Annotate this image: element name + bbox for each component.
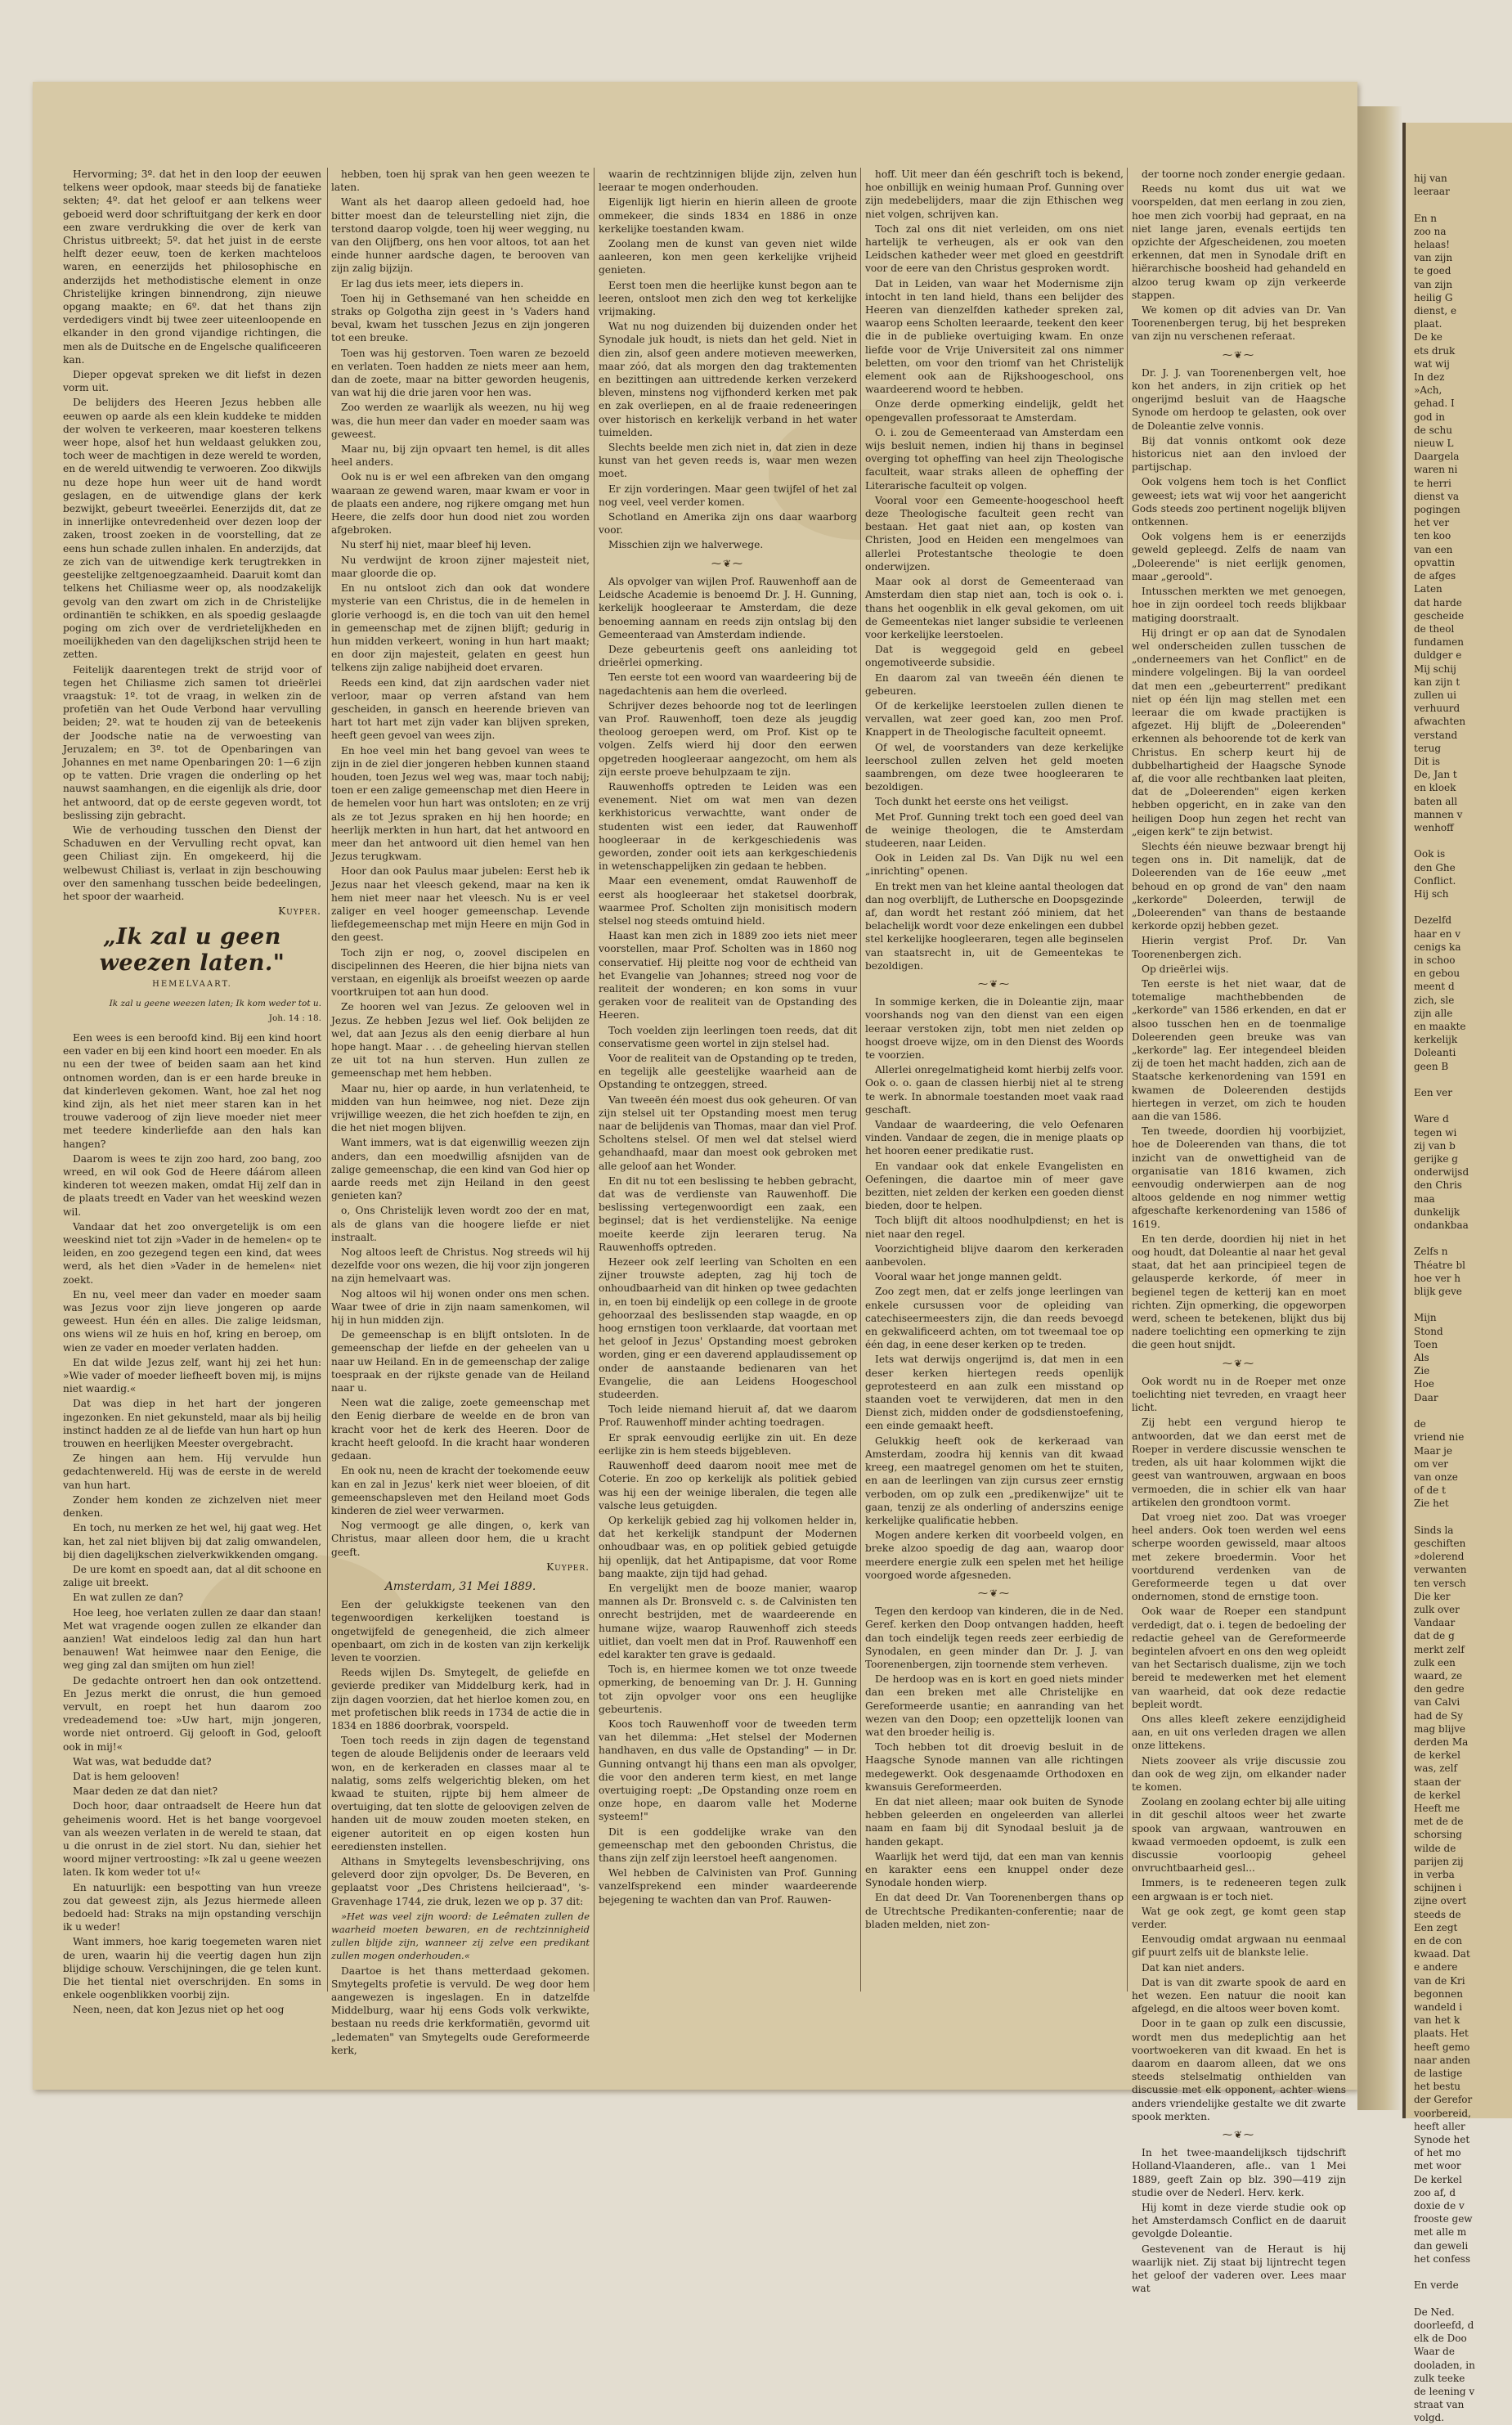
paragraph: Want als het daarop alleen gedoeld had, hoe bitter moest dan de teleurstelling niet zijn, die terstond daarop volgde, toen hij weer wegging, nu van den Olijfberg, ons hen voor altoos, tot aan het einde hunner aardsche dagen, te berooven van zijn zalig bijzijn.	[331, 196, 590, 275]
paragraph: Maar een evenement, omdat Rauwenhoff de eerst als hoogleeraar het staketsel doorbrak, waarmee Prof. Scholten zijn monisitisch modern stelsel nog steeds omtuind hield.	[599, 875, 857, 927]
paragraph: En hoe veel min het bang gevoel van wees te zijn in de ziel dier jongeren hebben kunnen staand houden, toen Jezus wel weg was, maar toch nabij; toen er een zalige gemeenschap met dien Heere in de hemelen voor hun hart was ontsloten; en ze vrij als ze tot Jezus spraken en hij hen hoorde; en heerlijk merkten in hun hart, dat het antwoord en meer dan het antwoord uit dien hemel van hen Jezus terugkwam.	[331, 744, 590, 863]
paragraph: Reeds nu komt dus uit wat we voorspelden, dat men eerlang in zou zien, hoe men zich voorbij had gepraat, en na niet lange jaren, evenals eertijds ten opzichte der Afgescheidenen, zou moeten erkennen, dat men in Synodale drift en hiërarchische boosheid had gehandeld en alzoo terug kwam op zijn verkeerde stappen.	[1132, 183, 1346, 301]
column-2	[331, 168, 590, 2056]
paragraph: Maar deden ze dat dan niet?	[73, 1785, 218, 1798]
paragraph: Hierin vergist Prof. Dr. Van Toorenenbergen zich.	[1132, 935, 1346, 960]
adjacent-page-text: hij van leeraar En n zoo na helaas! van zijn te goed van zijn heilig G dienst, e plaat. De ke ets druk wat wij In dez »Ach, gehad. I god in de schu nieuw L Daargela waren ni te herri dienst va pogingen het ver ten koo van een opvattin de afges Laten dat harde gescheide de theol fundamen duldger e Mij schij kan zijn t zullen ui verhuurd afwachten verstand terug Dit is De, Jan t en kloek baten all mannen v wenhoff Ook is den Ghe Conflict. Hij sch Dezelfd haar en v cenigs ka in schoo en gebou meent d zich, sle zijn alle en maakte kerkelijk Doleanti geen B Een ver Ware d tegen wi zij van b gerijke g onderwijsd den Chris maa dunkelijk ondankbaa Zelfs n Théatre bl hoe ver h blijk geve Mijn Stond Toen Als Zie Hoe Daar de vriend nie Maar je om ver van onze of de t Zie het Sinds la geschiften »dolerend verwanten ten versch Die ker zulk over Vandaar dat de g merkt zelf zulk een waard, ze den gedre van Calvi had de Sy mag blijve derden Ma de kerkel was, zelf staan der de kerkel Heeft me met de de schorsing wilde de parijen zij in verba schijnen i zijne overt steeds de Een zegt en de con kwaad. Dat e andere van de Kri begonnen wandeld i van het k plaats. Het heeft gemo naar anden de lastige het bestu der Gerefor voorbereid, heeft aller Synode het of het mo met woor De kerkel zoo af, d doxie de v frooste gew met alle m dan geweli het confess En verde De Ned. doorleefd, d elk de Doo Waar de dooladen, in zulk teeke de leening v straat van volgd.	[1414, 173, 1475, 2424]
paragraph: Zij hebt een vergund hierop te antwoorden, dat we dan eerst met de Roeper in verdere discussie wenschen te treden, als uit haar kolommen wijkt die geest van wantrouwen, argwaan en boos vermoeden, die in schier elk van haar artikelen den grondtoon vormt.	[1132, 1417, 1346, 1508]
paragraph: En daarom zal van tweeën één dienen te gebeuren.	[865, 671, 1124, 697]
paragraph: Zonder hem konden ze zichzelven niet meer denken.	[63, 1493, 321, 1520]
paragraph: Ten eerste is het niet waar, dat de totemalige machthebbenden de „kerkorde" van 1586 erkenden, en dat er alsoo tusschen hen en de toenmalige Doleerenden geen breuke was van „kerkorde" lag. Eer integendeel bleiden zij de toen het macht hadden, zich aan de Staatsche kerkenordening van 1591 en kwamen de Doleerenden destijds hiertegen in verzet, om zich te houden aan die van 1586.	[1132, 977, 1346, 1123]
signature: Kuyper.	[546, 1561, 590, 1573]
paragraph: Vooral voor een Gemeente-hoogeschool heeft deze Theologische faculteit geen recht van bestaan. Het gaat niet aan, op kosten van Christen, Jood en Heiden een mengelmoes van allerlei Protestantsche theologie te doen onderwijzen.	[865, 494, 1124, 573]
paragraph: Maar nu, bij zijn opvaart ten hemel, is dit alles heel anders.	[331, 443, 590, 469]
paragraph: Ook nu is er wel een afbreken van den omgang waaraan ze gewend waren, maar kwam er voor in de plaats een andere, nog rijkere omgang met hun Heere, die zelfs door hun dood niet zou worden afgebroken.	[331, 471, 590, 537]
epigraph: Ik zal u geene weezen laten; Ik kom weder tot u.	[109, 998, 321, 1008]
ornament-divider: ⁓❦⁓	[1222, 1357, 1256, 1369]
paragraph: Haast kan men zich in 1889 zoo iets niet meer voorstellen, maar Prof. Scholten was in 1860 nog conservatief. Hij pleitte nog voor de echtheid van het Evangelie van Johannes; streed nog voor de realiteit der wonderen; en kon soms in vuur geraken voor de realiteit van de Opstanding des Heeren.	[599, 930, 857, 1022]
paragraph: En wat zullen ze dan?	[73, 1592, 184, 1604]
paragraph: Toch is, en hiermee komen we tot onze tweede opmerking, de benoeming van Dr. J. H. Gunning tot zijn opvolger voor ons een heuglijke gebeurtenis.	[599, 1664, 857, 1715]
paragraph: Zoo werden ze waarlijk als weezen, nu hij weg was, die hun meer dan vader en moeder saam was geweest.	[331, 402, 590, 440]
paragraph: Want immers, hoe karig toegemeten waren niet de uren, waarin hij die veertig dagen hun zijn blijdige schouw. Verschijningen, die ge telen kunt. Die het tiental niet overschrijden. En soms in enkele oogenblikken voorbij zijn.	[63, 1936, 321, 2001]
paragraph: Op kerkelijk gebied zag hij volkomen helder in, dat het kerkelijk standpunt der Modernen onhoudbaar was, en op politiek gebied getuigde hij openlijk, dat het Antipapisme, dat voor Rome bang maakte, zijn tijd had gehad.	[599, 1514, 857, 1579]
paragraph: Gelukkig heeft ook de kerkeraad van Amsterdam, zoodra hij kennis van dit kwaad kreeg, een maatregel genomen om het te stuiten, en aan de leerlingen van zijn cursus zeer ernstig verboden, om op zulk een „predikenwijze" uit te gaan, tenzij ze als onderling of anderszins eenige kerkelijke qualificatie hebben.	[865, 1435, 1124, 1526]
paragraph: De gemeenschap is en blijft ontsloten. In de gemeenschap der liefde en der geheelen van u naar uw Heiland. En in de gemeenschap der zalige toespraak en der rijkste genade van de Heiland naar u.	[331, 1329, 590, 1394]
paragraph: Maar nu, hier op aarde, in hun verlatenheid, te midden van hun heimwee, nog niet. Deze zijn vrijwillige weezen, die het zich hoefden te zijn, en die het niet mogen blijven.	[331, 1082, 590, 1134]
paragraph: Toch zijn er nog, o, zoovel discipelen en discipelinnen des Heeren, die hier bijna niets van verstaan, en eigenlijk als broeifst weezen op aarde voortkruipen tot aan hun dood.	[331, 946, 590, 999]
paragraph: Eerst toen men die heerlijke kunst begon aan te leeren, ontsloot men zich den weg tot kerkelijke vrijmaking.	[599, 279, 857, 318]
paragraph: En dat wilde Jezus zelf, want hij zei het hun: »Wie vader of moeder liefheeft boven mij, is mijns niet waardig.«	[63, 1356, 321, 1395]
ornament-divider: ⁓❦⁓	[1222, 2129, 1256, 2141]
paragraph: Dat is hem gelooven!	[73, 1770, 180, 1782]
paragraph: Maar ook al dorst de Gemeenteraad van Amsterdam dien stap niet aan, toch is ook o. i. thans het oogenblik in elk geval gekomen, om uit de Gemeentekas niet langer subsidie te verleenen voor kerkelijke leerstoelen.	[865, 576, 1124, 640]
column-5	[1132, 168, 1346, 2295]
signature: Kuyper.	[278, 905, 321, 918]
paragraph: Ook volgens hem is er eenerzijds geweld gepleegd. Zelfs de naam van „Doleerende" is niet eerlijk genomen, maar „geroold".	[1132, 531, 1346, 582]
page-fold	[1357, 106, 1402, 2110]
paragraph: Of wel, de voorstanders van deze kerkelijke leerschool zullen zelven het geld moeten saambrengen, om deze twee hoogleeraren te bezoldigen.	[865, 741, 1124, 793]
paragraph: o, Ons Christelijk leven wordt zoo der en mat, als de glans van die hoogere liefde er niet instraalt.	[331, 1205, 590, 1243]
paragraph: Vandaar dat het zoo onvergetelijk is om een weeskind niet tot zijn »Vader in de hemelen« op te leiden, en zoo gezegend tegen een kind, dat wees werd, als het dien »Vader in de hemelen« niet zoekt.	[63, 1220, 321, 1286]
paragraph: Dieper opgevat spreken we dit liefst in dezen vorm uit.	[63, 369, 321, 394]
paragraph: Een der gelukkigste teekenen van den tegenwoordigen kerkelijken toestand is ongetwijfeld de genegenheid, die zich almeer openbaart, om zich in de kosten van zijn kerkelijk leven te voorzien.	[331, 1599, 590, 1664]
paragraph: Neen wat die zalige, zoete gemeenschap met den Eenig dierbare de weelde en de bron van kracht voor het de kerk des Heeren. Door de kracht heeft geloofd. In die kracht haar wonderen gedaan.	[331, 1397, 590, 1462]
paragraph: Niets zooveer als vrije discussie zou dan ook de weg zijn, om elkander nader te komen.	[1132, 1754, 1346, 1793]
paragraph: Dat was diep in het hart der jongeren ingezonken. En niet gekunsteld, maar als bij heilig instinct hadden ze al de liefde van hun hart op hun trouwen en heerlijken Meester overgebracht.	[63, 1398, 321, 1450]
paragraph: Allerlei onregelmatigheid komt hierbij zelfs voor. Ook o. o. gaan de classen hierbij niet al te streng te werk. In abnormale toestanden moet vaak raad geschaft.	[865, 1064, 1124, 1116]
paragraph: Hoe leeg, hoe verlaten zullen ze daar dan staan! Met wat vragende oogen zullen ze elkander dan aanzien! Wat eindeloos ledig zal dan hun hart benauwen! Wat heimwee naar den Eenige, die weg ging zal dan smijten om hun ziel!	[63, 1606, 321, 1672]
paragraph: Onze derde opmerking eindelijk, geldt het opengevallen professoraat te Amsterdam.	[865, 398, 1124, 424]
paragraph: Er zijn vorderingen. Maar geen twijfel of het zal nog veel, veel verder komen.	[599, 483, 857, 508]
paragraph: In sommige kerken, die in Doleantie zijn, maar voorshands nog van den dienst van een eigen leeraar verstoken zijn, tobt men niet zelden op hoogst droeve wijze, om in den Dienst des Woords te voorzien.	[865, 996, 1124, 1061]
adjacent-page	[1402, 123, 1512, 2424]
paragraph: Dat is van dit zwarte spook de aard en het wezen. Een natuur die nooit kan afgelegd, en die altoos weer boven komt.	[1132, 1976, 1346, 2015]
column-4	[865, 168, 1124, 1996]
paragraph: Ook wordt nu in de Roeper met onze toelichting niet tevreden, en vraagt heer licht.	[1132, 1375, 1346, 1414]
paragraph: En nu ontsloot zich dan ook dat wondere mysterie van een Christus, die in de hemelen in glorie verhoogd is, en die toch van uit den hemel in gemeenschap met de zijnen blijft; gedurig in hun midden verkeert, woning in hun hart maakt; en door zijn majesteit, gelaten en geest hun telkens zijn zalige nabijheid doet ervaren.	[331, 582, 590, 674]
paragraph: Toch zal ons dit niet verleiden, om ons niet hartelijk te verheugen, als er ook van den Leidschen katheder weer met gloed en geestdrift voor de eere van den Christus gesproken wordt.	[865, 222, 1124, 275]
paragraph: hoff. Uit meer dan één geschrift toch is bekend, hoe onbillijk en weinig humaan Prof. Gunning over zijn medebelijders, maar die zijn Ethischen weg niet volgen, schrijven kan.	[865, 168, 1124, 220]
paragraph: Hij komt in deze vierde studie ook op het Amsterdamsch Conflict en de daaruit gevolgde Doleantie.	[1132, 2202, 1346, 2240]
paragraph: Toen hij in Gethsemané van hen scheidde en straks op Golgotha zijn geest in 's Vaders hand beval, kwam het tusschen Jezus en zijn jongeren tot een breuke.	[331, 292, 590, 344]
paragraph: En natuurlijk: een bespotting van hun vreeze zou dat geweest zijn, als Jezus hiermede alleen bedoeld had: Straks na mijn opstanding verschijn ik u weder!	[63, 1881, 321, 1933]
paragraph: Immers, is te redeneeren tegen zulk een argwaan is er toch niet.	[1132, 1877, 1346, 1902]
paragraph: En trekt men van het kleine aantal theologen dat dan nog overblijft, de Luthersche en Doopsgezinde af, dan wordt het restant zóó miniem, dat het belachelijk wordt voor deze enkelingen een dubbel stel kerkelijke hoogleeraren, tegen alle beginselen van staatsrecht in, uit de Gemeentekas te bezoldigen.	[865, 880, 1124, 972]
paragraph: Een wees is een beroofd kind. Bij een kind hoort een vader en bij een kind hoort een moeder. En als nu een der twee of beiden saam aan het kind ontnomen worden, dan is er een harde breuke in dat kinderleven gekomen. Want, hoe zal het nog kind zijn, als het niet meer staren kan in het trouwe vaderoog of zijn lieve moeder niet meer met teedere kinderliefde aan den hals kan hangen?	[63, 1031, 321, 1150]
ornament-divider: ⁓❦⁓	[711, 557, 745, 569]
paragraph: En ten derde, doordien hij niet in het oog houdt, dat Doleantie al naar het geval staat, dat het aan principieel tegen de gelausperde kerkorde, óf meer in begienel tegen de ketterij kan en moet richten. Zijn opmerking, die opgeworpen werd, scheen te betekenen, blijkt dus bij nadere toelichting een opmerking te zijn die geen hout snijdt.	[1132, 1233, 1346, 1351]
paragraph: Althans in Smytegelts levensbeschrijving, ons geleverd door zijn opvolger, Ds. De Beveren, en geplaatst voor „Des Christens heilcieraad", 's-Gravenhage 1744, zie druk, lezen we op p. 37 dit:	[331, 1855, 590, 1907]
paragraph: Nog altoos leeft de Christus. Nog streeds wil hij dezelfde voor ons wezen, die hij voor zijn jongeren na zijn hemelvaart was.	[331, 1246, 590, 1285]
paragraph: Dat is weggegoid geld en gebeel ongemotiveerde subsidie.	[865, 644, 1124, 669]
paragraph: Wat was, wat bedudde dat?	[73, 1755, 212, 1767]
paragraph: Er sprak eenvoudig eerlijke zin uit. En deze eerlijke zin is hem steeds bijgebleven.	[599, 1431, 857, 1457]
paragraph: Voorzichtigheid blijve daarom den kerkeraden aanbevolen.	[865, 1242, 1124, 1269]
paragraph: Hervorming; 3º. dat het in den loop der eeuwen telkens weer opdook, maar steeds bij de fanatieke sekten; 4º. dat het geloof er aan telkens weer geboeid werd door schriftuitgang der kerk en door een zware verdrukking die over de kerk van Christus uitbreekt; 5º. dat het juist in de eerste helft dezer eeuw, toen de kerken machteloos waren, en eenerzijds het philosophische en anderzijds het methodistische element in onze Christelijke kringen binnendrong, zijn nieuwe opgang maakte; en 6º. dat het thans zijn verdedigers vindt bij twee zeer uiteenloopende en elkander in den grond vijandige richtingen, die men als de Duitsche en de Engelsche qualificeeren kan.	[63, 168, 321, 366]
article-subtitle: HEMELVAART.	[152, 980, 232, 990]
paragraph: der toorne noch zonder energie gedaan.	[1142, 168, 1346, 180]
paragraph: Ook volgens hem toch is het Conflict geweest; iets wat wij voor het aangericht Gods steeds zoo pertinent nogelijk blijven ontkennen.	[1132, 476, 1346, 528]
paragraph: Als opvolger van wijlen Prof. Rauwenhoff aan de Leidsche Academie is benoemd Dr. J. H. Gunning, kerkelijk hoogleeraar te Amsterdam, die deze benoeming aannam en reeds zijn ontslag bij den Gemeenteraad van Amsterdam indiende.	[599, 575, 857, 640]
paragraph: Bij dat vonnis ontkomt ook deze historicus niet aan den invloed der partijschap.	[1132, 434, 1346, 474]
paragraph: hebben, toen hij sprak van hen geen weezen te laten.	[331, 168, 590, 194]
paragraph: Schotland en Amerika zijn ons daar waarborg voor.	[599, 511, 857, 537]
paragraph: Of de kerkelijke leerstoelen zullen dienen te vervallen, wat zeer goed kan, zoo men Prof. Knappert in de Theologische faculteit opneemt.	[865, 699, 1124, 739]
paragraph: En dat niet alleen; maar ook buiten de Synode hebben geleerden en ongeleerden van allerlei naam en faam bij dit Synodaal besluit ja de handen gekapt.	[865, 1795, 1124, 1848]
paragraph: Door in te gaan op zulk een discussie, wordt men dus medeplichtig aan het voortwoekeren van dit kwaad. En het is daarom en daarom alleen, dat we ons steeds stelselmatig onthielden van discussie met elk opponent, achter wiens anders vriendelijke gestalte we dit zwarte spook merkten.	[1132, 2018, 1346, 2122]
paragraph: Ook waar de Roeper een standpunt verdedigt, dat o. i. tegen de bedoeling der redactie geheel van de Gereformeerde begintelen afvoert en ons den weg opleidt van het Sectarisch dualisme, zijn we toch bereid te medewerken met het element van waarheid, dat ook deze redactie bepleit wordt.	[1132, 1605, 1346, 1710]
paragraph: Koos toch Rauwenhoff voor de tweeden term van het dilemma: „Het stelsel der Modernen handhaven, en dus valle de Opstanding" — in Dr. Gunning ontvangt hij thans een man als opvolger, die voor den anderen term kiest, en met lange overtuiging roept: „De Opstanding onze roem en onze hope, en daarom valle het Moderne systeem!"	[599, 1718, 857, 1823]
paragraph: Er lag dus iets meer, iets diepers in.	[341, 277, 524, 290]
paragraph: Dat kan niet anders.	[1142, 1961, 1245, 1974]
paragraph: Wie de verhouding tusschen den Dienst der Schaduwen en der Vervulling recht opvat, kan geen Chiliast zijn. En omgekeerd, hij die welbewust Chiliast is, verlaat in zijn beschouwing over den samenhang tusschen beide bedeelingen, het spoor der waarheid.	[63, 824, 321, 902]
paragraph: En toch, nu merken ze het wel, hij gaat weg. Het kan, het zal niet blijven bij dat zalig omwandelen, bij dien dagelijkschen zielverkwikkenden omgang.	[63, 1522, 321, 1561]
paragraph: Dit is een goddelijke wrake van den gemeenschap met den geboonden Christus, die thans zijn zelf zijn leerstoel heeft aangenomen.	[599, 1825, 857, 1864]
paragraph: De ure komt en spoedt aan, dat al dit schoone en zalige uit breekt.	[63, 1563, 321, 1589]
paragraph: Ze hooren wel van Jezus. Ze gelooven wel in Jezus. Ze hebben Jezus wel lief. Ook belijden ze wel, dat aan Jezus als den eenig dierbare al hun hope hangt. Maar . . . de geheeling hiervan stellen ze uit tot na hun sterven. Hun zullen ze gemeenschap met hem hebben.	[331, 1001, 590, 1080]
paragraph: Doch hoor, daar ontraadselt de Heere hun dat geheimenis woord. Het is het bange voorgevoel van als weezen verlaten in de wereld te staan, dat u die onrust in de ziel stort. Nu dan, siehier het woord mijner vertroosting: »Ik zal u geene weezen laten. Ik kom weder tot u!«	[63, 1800, 321, 1879]
paragraph: Feitelijk daarentegen trekt de strijd voor of tegen het Chiliasme zich samen tot drieërlei vraagstuk: 1º. tot de vraag, in welken zin de profetiën van het Oude Verbond haar vervulling beiden; 2º. wat te houden zij van de beteekenis der Joodsche natie na de verwoesting van Jeruzalem; en 3º. tot de Openbaringen van Johannes en met name Openbaringen 20: 1—6 zijn op te vatten. Drie vragen die onderling op het nauwst saamhangen, en die eigenlijk als drie, door het antwoord, dat op de eerste gegeven wordt, tot beslissing zijn gebracht.	[63, 663, 321, 821]
paragraph: Daartoe is het thans metterdaad gekomen. Smytegelts profetie is vervuld. De weg door hem aangewezen is ingeslagen. En in datzelfde Middelburg, waar hij eens Gods volk verkwikte, bestaan nu reeds drie kerkformatiën, gevormd uit „ledematen" van Smytegelts oude Gereformeerde kerk,	[331, 1965, 590, 2056]
paragraph: Reeds wijlen Ds. Smytegelt, de geliefde en gevierde prediker van Middelburg kerk, had in zijn dagen voorzien, dat het hierloe komen zou, en met profetischen blik reeds in 1734 de actie die in 1834 en 1886 doorbrak, voorspeld.	[331, 1667, 590, 1731]
paragraph: De gedachte ontroert hen dan ook ontzettend. En Jezus merkt die onrust, die hun gemoed vervult, en roept het hun daarom zoo vredeademend toe: »Uw hart, mijn jongeren, worde niet ontroerd. Gij gelooft in God, gelooft ook in mij!«	[63, 1674, 321, 1753]
paragraph: Eenvoudig omdat argwaan nu eenmaal gif puurt zelfs uit de blankste lelie.	[1132, 1933, 1346, 1959]
paragraph: Schrijver dezes behoorde nog tot de leerlingen van Prof. Rauwenhoff, toen deze als jeugdig theoloog geroepen werd, om Prof. Kist op te volgen. Zelfs wierd hij door den eerwen opgetreden hoogleeraar aangezocht, om hem als zijn eerste proeve behulpzaam te zijn.	[599, 699, 857, 778]
ornament-divider: ⁓❦⁓	[977, 1587, 1012, 1599]
paragraph: Vooral waar het jonge mannen geldt.	[875, 1271, 1062, 1283]
paragraph: Toch voelden zijn leerlingen toen reeds, dat dit conservatisme geen wortel in zijn stelsel had.	[599, 1024, 857, 1049]
paragraph: En ook nu, neen de kracht der toekomende eeuw kan en zal in Jezus' kerk niet weer bloeien, of dit gemeenschapsleven met den Heiland moet Gods kinderen de ziel weer verwarmen.	[331, 1465, 590, 1516]
paragraph: De belijders des Heeren Jezus hebben alle eeuwen op aarde als een klein kuddeke te midden der wolven te verkeeren, maar koesteren telkens weer hope, alsof het hun weldaast gelukken zou, toch weer de machtigen in deze wereld te worden, en de wereld uitwendig te verwoeren. Zoo dikwijls nu deze hope hun weer uit de hand wordt geslagen, en de uitwendige glans der kerk bezwijkt, gebeurt tweeërlei. Eenerzijds dit, dat ze in innerlijke ontevredenheid over dezen loop der zaken, troost zoeken in de voorstelling, dat ze eens hun schade zullen inhalen. En anderzijds, dat ze zich van de uitwendige kerk terugtrekken in geestelijke zeltgenoegzaamheid. Daaruit komt dan telkens het Chiliasme weer op, als noodzakelijk gevolg van den zwart om zich in de Christelijke ordinantiën te schikken, en als spoedig geslaagde poging om zich over de verdrietelijkheden en moeilijkheden van den dagelijkschen strijd heen te zetten.	[63, 397, 321, 661]
paragraph: Gestevenent van de Heraut is hij waarlijk niet. Zij staat bij lijntrecht tegen het geloof der vaderen over. Lees maar wat	[1132, 2243, 1346, 2295]
dateline: Amsterdam, 31 Mei 1889.	[384, 1579, 536, 1593]
paragraph: Toen toch reeds in zijn dagen de tegenstand tegen de aloude Belijdenis onder de leeraars veld won, en de kerkeraden en classes maar al te nalatig, soms zelfs welgerichtig bleken, om het kwaad te stuiten, rijpte bij hem almeer de overtuiging, dat ten slotte de geloovigen zelven de handen uit de mouw zouden moeten steken, en eigener autoriteit en op eigen kosten hun eerediensten instellen.	[331, 1735, 590, 1852]
paragraph: Mogen andere kerken dit voorbeeld volgen, en breke alzoo spoedig de dag aan, waarop door meerdere energie zulk een spelen met het heilige voorgoed worde afgesneden.	[865, 1529, 1124, 1581]
paragraph: Voor de realiteit van de Opstanding op te treden, en tegelijk alle geestelijke waarheid aan de Opstanding te ontzeggen, streed.	[599, 1053, 857, 1091]
paragraph: En nu, veel meer dan vader en moeder saam was Jezus voor zijn lieve jongeren op aarde geweest. Hun één en alles. Die zalige leidsman, ons wiens wil ze huis en hof, kring en beroep, om wien ze vader en moeder verlaten hadden.	[63, 1288, 321, 1354]
paragraph: Tegen den kerdoop van kinderen, die in de Ned. Geref. kerken den Doop ontvangen hadden, heeft dan toch eindelijk tegen reeds zeer eerbiedig de Synodalen, en geen minder dan Dr. J. J. van Toorenenbergen, zijn toornende stem verheven.	[865, 1605, 1124, 1670]
paragraph: Ook in Leiden zal Ds. Van Dijk nu wel een „inrichting" openen.	[865, 852, 1124, 878]
paragraph: Hij dringt er op aan dat de Synodalen wel onderscheiden zullen tusschen de „onderneemers van het Conflict" en de mindere volgelingen. Bij la van oordeel dat men een „gebeurterrent" predikant niet op één lijn mag stellen met een leeraar die om kwade practijken is afgezet. Hij blijft de „Doleerenden" erkennen als behoorende tot de kerk van Christus. En scherp keurt hij de dubbelhartigheid der Haagsche Synode af, die voor alle rechtbanken laat pleiten, dat de „Doleerenden" eigen kerken hebben opgericht, en in zake van den heiligen Doop hun zegen het recht van „eigen kerk" te zijn betwist.	[1132, 626, 1346, 838]
paragraph: Toen was hij gestorven. Toen waren ze bezoeld en verlaten. Toen hadden ze niets meer aan hem, dan de zoete, maar na bitter geworden heugenis, van wat hij die drie jaren voor hen was.	[331, 347, 590, 399]
paragraph: Ten tweede, doordien hij voorbijziet, hoe de Doleerenden van thans, die tot inzicht van de onwettigheid van de organisatie van 1816 kwamen, zich eenvoudig onderwierpen aan de nog altoos geldende en nog nimmer wettig afgeschafte kerkenordening van 1586 of 1619.	[1132, 1125, 1346, 1230]
paragraph: Ons alles kleeft zekere eenzijdigheid aan, en uit ons verleden dragen we allen onze littekens.	[1132, 1713, 1346, 1752]
ornament-divider: ⁓❦⁓	[977, 977, 1012, 990]
paragraph: Toch leide niemand hieruit af, dat we daarom Prof. Rauwenhoff minder achting toedragen.	[599, 1403, 857, 1429]
paragraph: Zoo zegt men, dat er zelfs jonge leerlingen van enkele cursussen voor de opleiding van catechiseermeesters zijn, die dan reeds bevoegd en gekwalificeerd achten, om tot tweemaal toe op één dag, in eene deser kerken op te treden.	[865, 1286, 1124, 1351]
paragraph: Slechts één nieuwe bezwaar brengt hij tegen ons in. Dit namelijk, dat de Doleerenden van de 16e eeuw „met behoud en op grond de van" den naam „kerkorde" Doleerden, terwijl de „Doleerenden" van thans de bestaande kerkorde opzij hebben gezet.	[1132, 840, 1346, 932]
paragraph: En dit nu tot een beslissing te hebben gebracht, dat was de verdienste van Rauwenhoff. Die beslissing vertegenwoordigt een zaak, een beginsel; dat is het verdienstelijke. Na eenige moeite keerde zijn leeraren terug. Na Rauwenhoffs optreden.	[599, 1174, 857, 1253]
paragraph: En vandaar ook dat enkele Evangelisten en Oefeningen, die daartoe min of meer gave bezitten, niet zelden der kerken een goeden dienst bieden, door te helpen.	[865, 1160, 1124, 1212]
article-title: „Ik zal u geen weezen laten."	[99, 924, 285, 977]
paragraph: Toch dunkt het eerste ons het veiligst.	[875, 796, 1069, 808]
paragraph: Ten eerste tot een woord van waardeering bij de nagedachtenis aan hem die overleed.	[599, 671, 857, 697]
paragraph: En vergelijkt men de booze manier, waarop mannen als Dr. Bronsveld c. s. de Calvinisten ten onrecht bestrijden, met de waardeerende en humane wijze, waarop Rauwenhoff zich steeds uitliet, dan voelt men dat in Prof. Rauwenhoff een edel karakter ten grave is gedaald.	[599, 1582, 857, 1660]
paragraph: Hoor dan ook Paulus maar jubelen: Eerst heb ik Jezus naar het vleesch gekend, maar na ken ik hem niet meer naar het vleesch. Nu is er veel zaliger en veel hooger gemeenschap. Levende liefdegemeenschap met mijn Heere en mijn God in den geest.	[331, 865, 590, 944]
paragraph: Hezeer ook zelf leerling van Scholten en een zijner trouwste adepten, zag hij toch de onhoudbaarheid van dit hinken op twee gedachten in, en toen bij eindelijk op een college in de groote gehoorzaal des beslissenden stap waagde, en op hoog ernstigen toon verklaarde, dat voortaan met het geloof in Jezus' Opstanding moest gebroken worden, ging er een daverend applaudissement op onder de aanstaande bedienaren van het Evangelie, die aan Leidens Hoogeschool studeerden.	[599, 1256, 857, 1401]
column-rule	[860, 168, 861, 1992]
paragraph: Wat ge ook zegt, ge komt geen stap verder.	[1132, 1905, 1346, 1930]
paragraph: Intusschen merkten we met genoegen, hoe in zijn oordeel toch reeds blijkbaar matiging doorstraalt.	[1132, 586, 1346, 624]
paragraph: Toch hebben tot dit droevig besluit in de Haagsche Synode mannen van alle richtingen medegewerkt. Ook desgenaamde Orthodoxen en kwansuis Gereformeerden.	[865, 1741, 1124, 1793]
column-3	[599, 168, 857, 1996]
paragraph: En dat deed Dr. Van Toorenenbergen thans op de Utrechtsche Predikanten-conferentie; naar de bladen melden, niet zon-	[865, 1892, 1124, 1930]
paragraph: Zoolang men de kunst van geven niet wilde aanleeren, kon men geen kerkelijke vrijheid genieten.	[599, 238, 857, 276]
paragraph: Met Prof. Gunning trekt toch een goed deel van de weinige theologen, die te Amsterdam studeeren, naar Leiden.	[865, 811, 1124, 849]
quotation: »Het was veel zijn woord: de Leêmaten zullen de waarheid moeten bewaren, en de rechtzinnigheid zullen blijde zijn, wanneer zij zelve een predikant zullen mogen onderhouden.«	[331, 1910, 590, 1962]
paragraph: Wat nu nog duizenden bij duizenden onder het Synodale juk houdt, is niets dan het geld. Niet in dien zin, alsof geen andere motieven meewerken, maar zóó, dat als morgen den dag traktementen en bezittingen aan uittredende kerken verzekerd bleven, minstens nog vijfhonderd kerken met pak en zak overliepen, en al de fraaie redeneeringen over historisch en kerkelijk verband in het water tuimelden.	[599, 321, 857, 438]
paragraph: Dat vroeg niet zoo. Dat was vroeger heel anders. Ook toen werden wel eens scherpe woorden gewisseld, maar altoos met zekere broedermin. Voor het voortdurend verdenken van de Gereformeerde tegen u dat over ondernomen, stond de ernstige toon.	[1132, 1511, 1346, 1603]
column-rule	[1127, 168, 1128, 1992]
ornament-divider: ⁓❦⁓	[1222, 348, 1256, 361]
epigraph-reference: Joh. 14 : 18.	[268, 1013, 321, 1023]
paragraph: Ze hingen aan hem. Hij vervulde hun gedachtenwereld. Hij was de eerste in de wereld van hun hart.	[63, 1453, 321, 1491]
paragraph: Dat in Leiden, van waar het Modernisme zijn intocht in ten land hield, thans een belijder des Heeren van dienzelfden katheder spreken zal, waarop eens Scholten leeraarde, teekent den keer die in de publieke overtuiging kwam. En onze liefde voor de Vrije Universiteit zal ons nimmer beletten, om voor den triomf van het Christelijk element ook aan de Rijkshoogeschool, ons waardeerend woord te hebben.	[865, 277, 1124, 396]
paragraph: Misschien zijn we halverwege.	[608, 539, 764, 551]
paragraph: Slechts beelde men zich niet in, dat zien in deze kunst van het geven reeds is, waar men wezen moet.	[599, 442, 857, 480]
paragraph: Iets wat derwijs ongerijmd is, dat men in een deser kerken hiertegen reeds openlijk geprotesteerd en aan zulk een misstand op staanden voet te verwijderen, dat men in den Dienst zich, midden onder de godsdienstoefening, een einde gemaakt heeft.	[865, 1354, 1124, 1432]
paragraph: Wel hebben de Calvinisten van Prof. Gunning vanzelfsprekend een minder waardeerende bejegening te wachten dan van Prof. Rauwen-	[599, 1867, 857, 1906]
paragraph: Eigenlijk ligt hierin en hierin alleen de groote ommekeer, die sinds 1834 en 1886 in onze kerkelijke toestanden kwam.	[599, 196, 857, 235]
paragraph: Op drieërlei wijs.	[1142, 963, 1229, 975]
paragraph: Nog vermoogt ge alle dingen, o, kerk van Christus, maar alleen door hem, die u kracht geeft.	[331, 1520, 590, 1558]
paragraph: Daarom is wees te zijn zoo hard, zoo bang, zoo wreed, en wil ook God de Heere dáárom alleen kinderen tot weezen maken, omdat Hij zelf dan in de plaats treedt en Vader van het weeskind wezen wil.	[63, 1152, 321, 1218]
column-rule	[327, 168, 328, 1992]
paragraph: In het twee-maandelijksch tijdschrift Holland-Vlaanderen, afle.. van 1 Mei 1889, geeft Zain op blz. 390—419 zijn studie over de Nederl. Herv. kerk.	[1132, 2147, 1346, 2198]
paragraph: Rauwenhoff deed daarom nooit mee met de Coterie. En zoo op kerkelijk als politiek gebied was hij een der weinige liberalen, die tegen alle valsche leus getuigden.	[599, 1460, 857, 1511]
paragraph: De herdoop was en is kort en goed niets minder dan een breken met alle Christelijke en Gereformeerde usantie; en aanranding van het wezen van den Doop; een opzettelijk loonen van wat den broeder heilig is.	[865, 1673, 1124, 1738]
paragraph: Deze gebeurtenis geeft ons aanleiding tot drieërlei opmerking.	[599, 643, 857, 669]
paragraph: Reeds een kind, dat zijn aardschen vader niet verloor, maar op verren afstand van hem gescheiden, in gansch en heerende brieven van hart tot hart met zijn vader kan blijven spreken, heeft geen gevoel van wees zijn.	[331, 676, 590, 742]
paragraph: Van tweeën één moest dus ook geheuren. Of van zijn stelsel uit ter Opstanding moest men terug naar de belijdenis van Thomas, maar dan viel Prof. Scholtens stelsel. Of men wel dat stelsel wierd gehandhaafd, maar dan moest ook gebroken met alle geloof aan het Wonder.	[599, 1093, 857, 1172]
paragraph: Vandaar de waardeering, die velo Oefenaren vinden. Vandaar de zegen, die in menige plaats op het hooren eener predikatie rust.	[865, 1119, 1124, 1157]
paragraph: Rauwenhoffs optreden te Leiden was een evenement. Niet om wat men van dezen kerkhistoricus verwachtte, want onder de studenten wist een ieder, dat Rauwenhoff hoogleeraar in de kerkgeschiedenis was geworden, zonder ooit iets aan kerkgeschiedenis in wetenschappelijken zin gedaan te hebben.	[599, 780, 857, 873]
paragraph: Waarlijk het werd tijd, dat een man van kennis en karakter eens een knuppel onder deze Synodale honden wierp.	[865, 1850, 1124, 1889]
paragraph: Nu sterf hij niet, maar bleef hij leven.	[341, 539, 532, 551]
paragraph: Dr. J. J. van Toorenenbergen velt, hoe kon het anders, in zijn critiek op het ongerijmd besluit van de Haagsche Synode om herdoop te gelasten, ook over de Doleantie zelve vonnis.	[1132, 366, 1346, 432]
paragraph: Toch blijft dit altoos noodhulpdienst; en het is niet naar den regel.	[865, 1215, 1124, 1240]
paragraph: O. i. zou de Gemeenteraad van Amsterdam een wijs besluit nemen, indien hij thans in beginsel overging tot opheffing van heel zijn Theologische faculteit, waar straks alleen de opheffing der Literarische faculteit op volgen.	[865, 426, 1124, 492]
paragraph: Zoolang en zoolang echter bij alle uiting in dit geschil altoos weer het zwarte spook van argwaan, wantrouwen en kwaad vermoeden opdoemt, is zulk een discussie voorloopig geheel onvruchtbaarheid gesl...	[1132, 1796, 1346, 1875]
paragraph: We komen op dit advies van Dr. Van Toorenenbergen terug, bij het bespreken van zijn nu verschenen referaat.	[1132, 304, 1346, 343]
paragraph: Nog altoos wil hij wonen onder ons men schen. Waar twee of drie in zijn naam samenkomen, wil hij in hun midden zijn.	[331, 1287, 590, 1327]
paragraph: Want immers, wat is dat eigenwillig weezen zijn anders, dan een moedwillig afsnijden van de zalige gemeenschap, die een kind van God hier op aarde reeds met zijn Heiland in den geest genieten kan?	[331, 1137, 590, 1202]
paragraph: Neen, neen, dat kon Jezus niet op het oog	[73, 2004, 285, 2016]
paragraph: Nu verdwijnt de kroon zijner majesteit niet, maar gloorde die op.	[331, 554, 590, 579]
column-1	[63, 168, 321, 2016]
paragraph: waarin de rechtzinnigen blijde zijn, zelven hun leeraar te mogen onderhouden.	[599, 168, 857, 194]
